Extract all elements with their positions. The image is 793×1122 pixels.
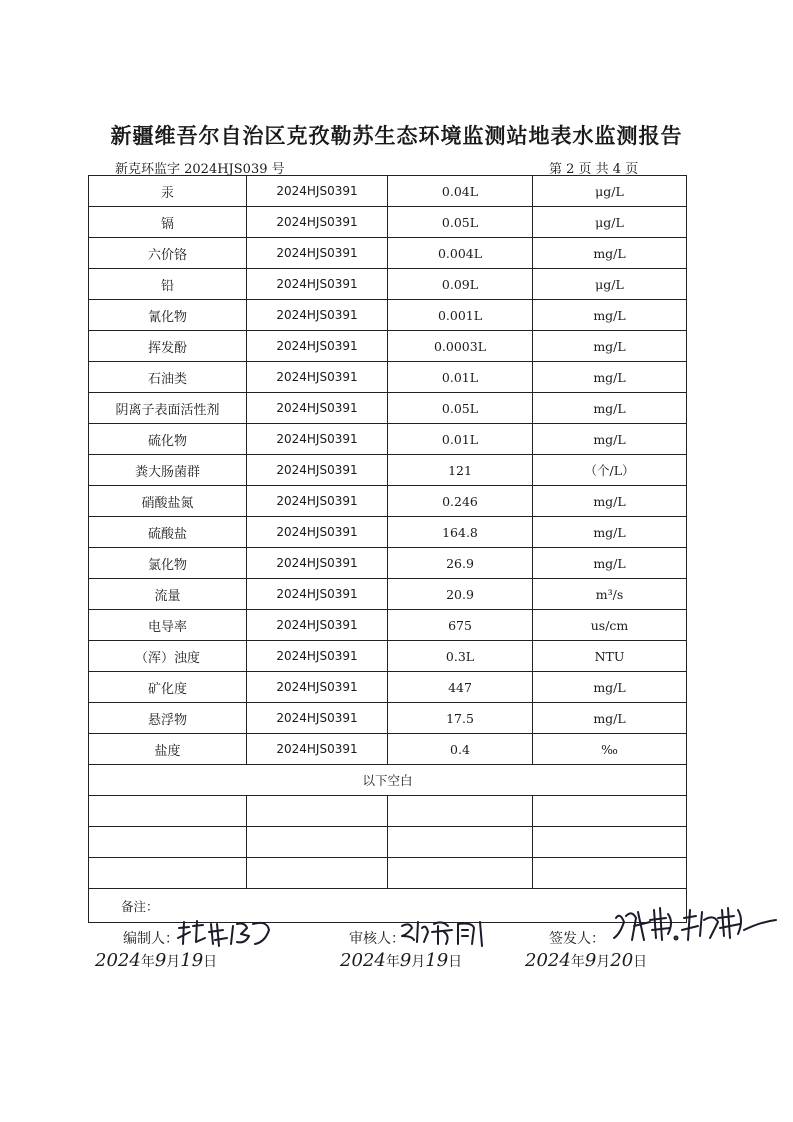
report-title: 新疆维吾尔自治区克孜勒苏生态环境监测站地表水监测报告	[110, 124, 683, 148]
sample-id-cell: 2024HJS0391	[247, 517, 388, 548]
unit-cell: mg/L	[533, 703, 687, 734]
sample-id-cell: 2024HJS0391	[247, 393, 388, 424]
issuer-date-day: 20	[610, 950, 634, 971]
table-row	[89, 331, 687, 362]
table-row	[89, 176, 687, 207]
unit-cell: m³/s	[533, 579, 687, 610]
param-cell: 电导率	[89, 610, 247, 641]
param-cell: 粪大肠菌群	[89, 455, 247, 486]
param-cell: 汞	[89, 176, 247, 207]
empty-row	[89, 796, 687, 827]
result-value-cell: 0.001L	[388, 300, 533, 331]
reviewer-date	[340, 950, 462, 971]
results-table-footer	[89, 765, 687, 923]
table-row	[89, 393, 687, 424]
reviewer-signature	[398, 918, 493, 948]
result-value-cell: 17.5	[388, 703, 533, 734]
unit-cell: mg/L	[533, 548, 687, 579]
unit-cell: mg/L	[533, 362, 687, 393]
reviewer-date-year-char: 年	[385, 954, 400, 970]
param-cell: 流量	[89, 579, 247, 610]
issuer-date-month: 9	[584, 950, 597, 971]
param-cell: 硫化物	[89, 424, 247, 455]
table-row	[89, 672, 687, 703]
sample-id-cell: 2024HJS0391	[247, 579, 388, 610]
sample-id-cell: 2024HJS0391	[247, 300, 388, 331]
param-cell: 矿化度	[89, 672, 247, 703]
unit-cell: mg/L	[533, 393, 687, 424]
compiler-date-day-char: 日	[203, 954, 218, 970]
results-table	[88, 175, 687, 923]
sample-id-cell: 2024HJS0391	[247, 424, 388, 455]
table-row	[89, 610, 687, 641]
table-row	[89, 269, 687, 300]
results-table-body	[89, 176, 687, 765]
table-row	[89, 300, 687, 331]
reviewer-date-month-char: 月	[411, 954, 426, 970]
table-row	[89, 548, 687, 579]
sample-id-cell: 2024HJS0391	[247, 703, 388, 734]
compiler-date-year-char: 年	[140, 954, 155, 970]
issuer-signature	[610, 900, 780, 950]
compiler-label: 编制人：	[123, 931, 179, 947]
unit-cell: mg/L	[533, 672, 687, 703]
param-cell: 氰化物	[89, 300, 247, 331]
result-value-cell: 0.01L	[388, 362, 533, 393]
sample-id-cell: 2024HJS0391	[247, 269, 388, 300]
sample-id-cell: 2024HJS0391	[247, 362, 388, 393]
result-value-cell: 447	[388, 672, 533, 703]
result-value-cell: 0.246	[388, 486, 533, 517]
sample-id-cell: 2024HJS0391	[247, 176, 388, 207]
result-value-cell: 0.3L	[388, 641, 533, 672]
unit-cell: mg/L	[533, 238, 687, 269]
table-row	[89, 238, 687, 269]
table-row	[89, 734, 687, 765]
unit-cell: μg/L	[533, 269, 687, 300]
issuer-date-month-char: 月	[596, 954, 611, 970]
compiler-date-month-char: 月	[166, 954, 181, 970]
sample-id-cell: 2024HJS0391	[247, 207, 388, 238]
sample-id-cell: 2024HJS0391	[247, 486, 388, 517]
compiler-date-day: 19	[180, 950, 204, 971]
sample-id-cell: 2024HJS0391	[247, 641, 388, 672]
param-cell: 阴离子表面活性剂	[89, 393, 247, 424]
reviewer-date-day: 19	[425, 950, 449, 971]
issuer-date-day-char: 日	[633, 954, 648, 970]
table-row	[89, 579, 687, 610]
table-row	[89, 424, 687, 455]
remarks-label: 备注：	[89, 889, 687, 923]
result-value-cell: 0.004L	[388, 238, 533, 269]
table-row	[89, 455, 687, 486]
param-cell: 盐度	[89, 734, 247, 765]
unit-cell: mg/L	[533, 300, 687, 331]
issuer-date	[525, 950, 647, 971]
result-value-cell: 0.0003L	[388, 331, 533, 362]
sample-id-cell: 2024HJS0391	[247, 238, 388, 269]
unit-cell: mg/L	[533, 331, 687, 362]
param-cell: 挥发酚	[89, 331, 247, 362]
blank-note: 以下空白	[89, 765, 687, 796]
result-value-cell: 164.8	[388, 517, 533, 548]
sample-id-cell: 2024HJS0391	[247, 734, 388, 765]
unit-cell: （个/L）	[533, 455, 687, 486]
result-value-cell: 0.05L	[388, 393, 533, 424]
result-value-cell: 0.01L	[388, 424, 533, 455]
reviewer-date-month: 9	[399, 950, 412, 971]
result-value-cell: 0.05L	[388, 207, 533, 238]
empty-row	[89, 858, 687, 889]
issuer-label: 签发人：	[549, 931, 605, 947]
unit-cell: μg/L	[533, 176, 687, 207]
param-cell: 镉	[89, 207, 247, 238]
param-cell: 六价铬	[89, 238, 247, 269]
result-value-cell: 121	[388, 455, 533, 486]
result-value-cell: 20.9	[388, 579, 533, 610]
sample-id-cell: 2024HJS0391	[247, 672, 388, 703]
page-number: 第 2 页 共 4 页	[549, 162, 639, 177]
compiler-signature	[175, 918, 275, 950]
compiler-date	[95, 950, 217, 971]
compiler-date-year: 2024	[95, 950, 141, 971]
unit-cell: mg/L	[533, 424, 687, 455]
sample-id-cell: 2024HJS0391	[247, 455, 388, 486]
empty-row	[89, 827, 687, 858]
unit-cell: μg/L	[533, 207, 687, 238]
result-value-cell: 675	[388, 610, 533, 641]
result-value-cell: 0.4	[388, 734, 533, 765]
sample-id-cell: 2024HJS0391	[247, 610, 388, 641]
param-cell: （浑）浊度	[89, 641, 247, 672]
blank-note-row	[89, 765, 687, 796]
table-row	[89, 486, 687, 517]
table-row	[89, 362, 687, 393]
param-cell: 硫酸盐	[89, 517, 247, 548]
issuer-date-year-char: 年	[570, 954, 585, 970]
table-row	[89, 207, 687, 238]
reviewer-label: 审核人：	[349, 931, 405, 947]
sample-id-cell: 2024HJS0391	[247, 331, 388, 362]
unit-cell: mg/L	[533, 517, 687, 548]
param-cell: 氯化物	[89, 548, 247, 579]
result-value-cell: 26.9	[388, 548, 533, 579]
table-row	[89, 641, 687, 672]
table-row	[89, 517, 687, 548]
unit-cell: ‰	[533, 734, 687, 765]
unit-cell: us/cm	[533, 610, 687, 641]
compiler-date-month: 9	[154, 950, 167, 971]
reviewer-date-day-char: 日	[448, 954, 463, 970]
document-number: 新克环监字 2024HJS039 号	[115, 162, 285, 177]
result-value-cell: 0.09L	[388, 269, 533, 300]
param-cell: 悬浮物	[89, 703, 247, 734]
param-cell: 硝酸盐氮	[89, 486, 247, 517]
param-cell: 铅	[89, 269, 247, 300]
reviewer-date-year: 2024	[340, 950, 386, 971]
issuer-date-year: 2024	[525, 950, 571, 971]
unit-cell: mg/L	[533, 486, 687, 517]
unit-cell: NTU	[533, 641, 687, 672]
table-row	[89, 703, 687, 734]
sample-id-cell: 2024HJS0391	[247, 548, 388, 579]
result-value-cell: 0.04L	[388, 176, 533, 207]
param-cell: 石油类	[89, 362, 247, 393]
